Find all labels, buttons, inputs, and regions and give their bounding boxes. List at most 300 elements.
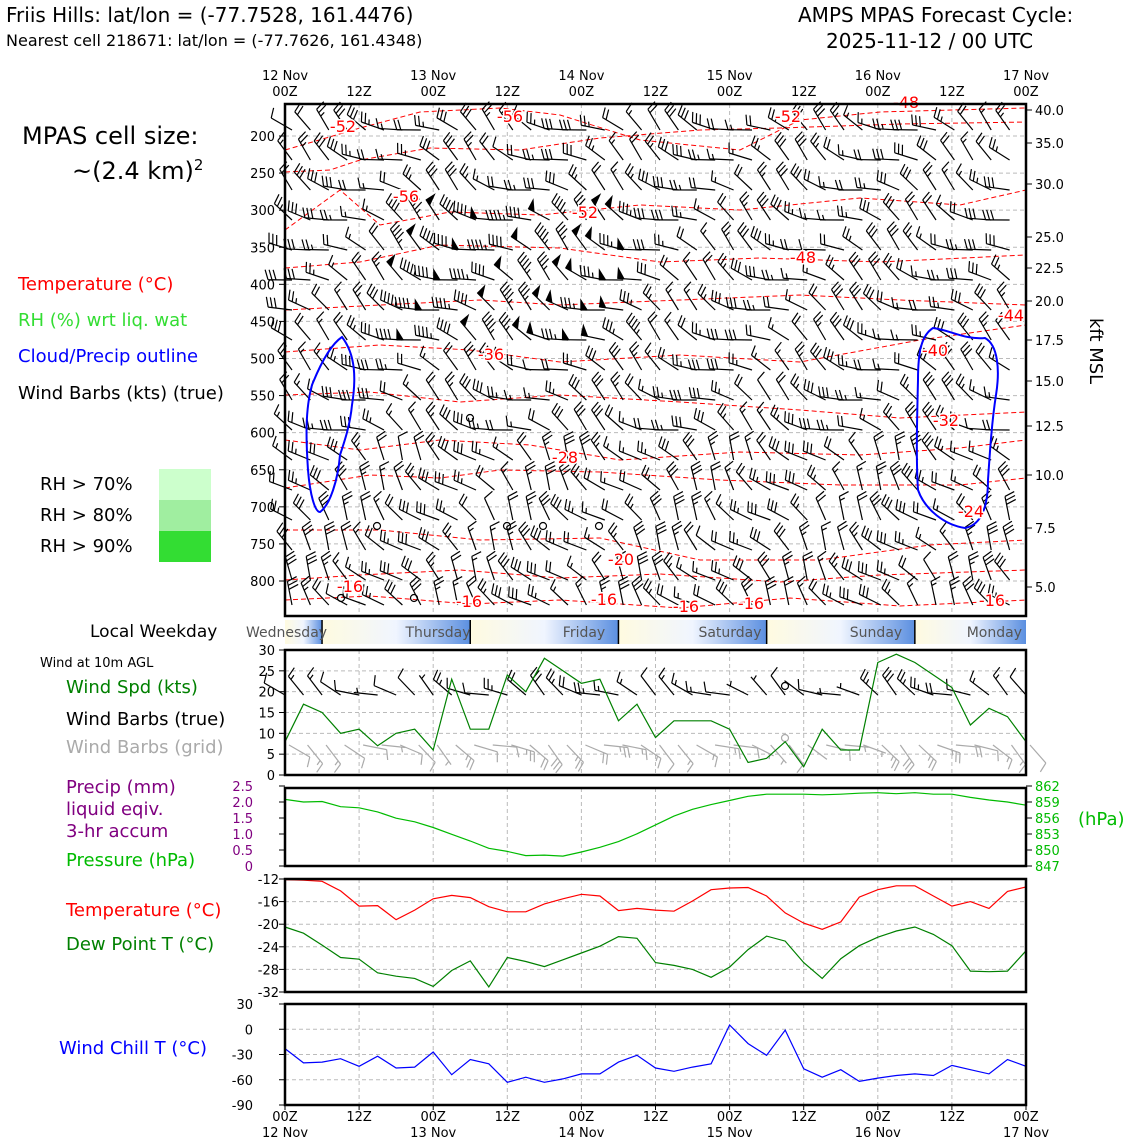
xsec-wind-barb-633	[877, 560, 899, 580]
grid-wind-barb-21	[678, 745, 693, 772]
xsec-wind-barb-654	[528, 584, 550, 605]
xsec-wind-barb-69	[811, 133, 826, 160]
xsec-wind-barb-612	[498, 552, 513, 580]
xsec-wind-barb-405	[363, 408, 384, 430]
xsec-wind-barb-1	[295, 103, 311, 130]
xsec-wind-barb-579	[634, 521, 645, 550]
xsec-wind-barb-129	[440, 194, 458, 220]
xsec-wind-barb-482	[310, 465, 329, 490]
xsec-wind-barb-262	[684, 282, 697, 310]
pressure-tick-label-4: 400	[250, 278, 275, 294]
xsec-wind-barb-299	[626, 313, 641, 340]
temperature-label-16: -16	[590, 590, 618, 609]
xsec-wind-barb-460	[638, 441, 660, 460]
xsec-wind-barb-404	[341, 416, 366, 430]
kft-tick-label-10: 7.5	[1035, 522, 1056, 537]
pressure-tick-label-8: 600	[250, 426, 275, 442]
xsec-wind-barb-232	[869, 252, 881, 280]
xsec-wind-barb-366	[380, 381, 402, 400]
xsec-wind-barb-559	[1005, 492, 1016, 520]
xsec-wind-barb-628	[803, 552, 813, 580]
xsec-wind-barb-261	[666, 282, 679, 310]
xsec-wind-barb-414	[529, 408, 550, 430]
xsec-wind-barb-531	[485, 491, 495, 520]
xsec-wind-barb-423	[694, 408, 715, 430]
bottom-hour-label-5: 12Z	[642, 1110, 669, 1125]
legend-wind-barbs-grid: Wind Barbs (grid)	[66, 737, 224, 758]
temperature-label-14: -16	[336, 577, 364, 596]
temperature-label-0: -52	[329, 117, 357, 136]
xsec-wind-barb-587	[774, 522, 789, 550]
top-hour-label-5: 12Z	[642, 85, 669, 100]
xsec-wind-barb-318	[979, 312, 991, 340]
xsec-wind-barb-638	[983, 551, 994, 580]
xsec-wind-barb-354	[895, 352, 918, 370]
xsec-wind-barb-572	[507, 521, 517, 550]
grid-wind-barb-19	[641, 745, 661, 768]
xsec-wind-barb-346	[751, 346, 770, 370]
temperature-label-11: -28	[551, 448, 579, 467]
grid-wind-barb-22	[697, 745, 718, 767]
temperature-label-3: -48	[892, 93, 920, 112]
xsec-wind-barb-310	[830, 312, 844, 340]
grid-wind-barb-8	[437, 745, 451, 765]
xsec-wind-barb-98	[611, 162, 623, 190]
xsec-wind-barb-570	[468, 521, 476, 550]
xsec-wind-barb-610	[472, 552, 481, 580]
xsec-wind-barb-403	[320, 420, 347, 430]
xsec-wind-barb-175	[556, 222, 568, 250]
xsec-wind-barb-506	[750, 468, 771, 490]
legend-rh70: RH > 70%	[40, 474, 133, 495]
xsec-wind-barb-454	[542, 431, 552, 460]
xsec-wind-barb-164	[346, 227, 366, 250]
xsec-wind-barb-581	[672, 521, 682, 550]
xsec-wind-barb-627	[783, 551, 793, 580]
xsec-wind-barb-448	[426, 432, 439, 460]
xsec-wind-barb-470	[824, 436, 844, 460]
true-wind-barb-31	[837, 683, 860, 695]
xsec-wind-barb-116	[942, 162, 954, 190]
xsec-wind-barb-326	[376, 359, 403, 370]
xsec-wind-barb-413	[506, 416, 531, 430]
xsec-wind-barb-345	[729, 352, 752, 370]
true-wind-barb-30	[817, 688, 841, 695]
temp-tick-label-2: -20	[257, 918, 279, 934]
xsec-wind-barb-542	[692, 491, 702, 520]
xsec-wind-barb-11	[482, 102, 494, 130]
precip-tick-label-2: 1.0	[232, 828, 253, 843]
kft-tick-label-11: 5.0	[1035, 581, 1056, 596]
legend-wind-spd: Wind Spd (kts)	[66, 677, 198, 698]
legend-precip: Precip (mm)	[66, 777, 176, 798]
xsec-wind-barb-138	[605, 197, 623, 220]
weekday-label-2: Friday	[562, 625, 606, 641]
xsec-wind-barb-537	[582, 501, 605, 520]
grid-wind-barb-9	[456, 745, 474, 770]
xsec-wind-barb-588	[799, 521, 809, 550]
xsec-wind-barb-375	[546, 380, 568, 400]
xsec-wind-barb-88	[426, 162, 439, 190]
top-date-label-6: 15 Nov	[706, 69, 753, 84]
xsec-wind-barb-153	[883, 193, 899, 220]
pressure-tick-label-11: 750	[250, 537, 275, 553]
bottom-hour-label-10: 00Z	[1013, 1110, 1039, 1125]
precip-tick-label-1: 0.5	[232, 844, 253, 859]
bottom-hour-label-1: 12Z	[346, 1110, 372, 1125]
xsec-wind-barb-306	[746, 324, 770, 340]
xsec-wind-barb-182	[677, 226, 697, 250]
top-hour-label-6: 00Z	[716, 85, 743, 100]
xsec-wind-barb-607	[402, 556, 421, 580]
xsec-wind-barb-471	[849, 432, 863, 460]
xsec-wind-barb-225	[731, 258, 752, 280]
xsec-wind-barb-529	[436, 499, 457, 520]
xsec-wind-barb-321	[298, 342, 310, 370]
xsec-wind-barb-636	[948, 551, 958, 580]
pressure-tick-label-6: 500	[250, 352, 275, 368]
xsec-wind-barb-95	[546, 171, 568, 190]
wind-tick-label-0: 0	[266, 769, 275, 784]
nearest-cell: Nearest cell 218671: lat/lon = (-77.7626, 161.4348)	[6, 31, 423, 50]
grid-wind-barb-2	[326, 745, 341, 773]
xsec-calm-4	[596, 523, 603, 530]
xsec-wind-barb-586	[750, 527, 770, 550]
bottom-hour-label-8: 00Z	[865, 1110, 891, 1125]
xsec-wind-barb-463	[708, 431, 718, 460]
temp-tick-label-1: -16	[257, 895, 279, 911]
xsec-wind-barb-22	[678, 105, 697, 130]
xsec-wind-barb-330	[464, 342, 476, 370]
xsec-wind-barb-192	[866, 222, 880, 250]
xsec-wind-barb-147	[771, 195, 789, 220]
weekday-label-5: Monday	[966, 625, 1022, 641]
xsec-wind-barb-102	[670, 180, 697, 190]
temperature-label-13: -20	[607, 550, 635, 569]
xsec-wind-barb-431	[838, 415, 863, 430]
xsec-wind-barb-230	[826, 255, 844, 280]
xsec-wind-barb-289	[437, 318, 458, 340]
xsec-wind-barb-465	[745, 431, 754, 460]
xsec-wind-barb-418	[605, 405, 623, 430]
temperature-label-18: -16	[737, 594, 765, 613]
xsec-wind-barb-382	[670, 390, 697, 400]
pressure-tick-label-0: 200	[250, 130, 275, 145]
true-wind-barb-10	[447, 678, 470, 695]
xsec-wind-barb-546	[748, 501, 771, 520]
wind-tick-label-3: 15	[258, 706, 275, 722]
top-hour-label-4: 00Z	[568, 85, 595, 100]
weekday-label-1: Thursday	[405, 625, 471, 641]
xsec-wind-barb-549	[816, 491, 826, 520]
true-wind-barb-15	[546, 669, 563, 695]
xsec-wind-barb-430	[817, 420, 844, 430]
top-hour-label-8: 00Z	[865, 85, 891, 100]
xsec-wind-barb-458	[604, 436, 624, 460]
true-wind-barb-26	[751, 675, 767, 695]
true-wind-barb-27	[771, 667, 785, 695]
xsec-wind-barb-600	[285, 551, 296, 580]
xsec-wind-barb-646	[385, 579, 403, 605]
xsec-wind-barb-281	[295, 313, 311, 340]
xsec-wind-barb-309	[814, 312, 826, 340]
cell-size-value: ~(2.4 km)$^2$	[72, 156, 204, 185]
xsec-wind-barb-412	[486, 420, 513, 430]
xsec-wind-barb-2	[317, 102, 329, 130]
xsec-wind-barb-97	[592, 162, 605, 190]
top-hour-label-3: 12Z	[494, 85, 521, 100]
true-wind-barb-7	[398, 669, 415, 695]
wind-tick-label-4: 20	[258, 685, 275, 701]
xsec-wind-barb-143	[694, 198, 715, 220]
pressure-right-tick-label-2: 853	[1035, 828, 1060, 843]
xsec-wind-barb-60	[645, 133, 660, 160]
xsec-wind-barb-38	[979, 102, 991, 130]
xsec-wind-barb-409	[440, 405, 458, 430]
xsec-wind-barb-35	[912, 114, 936, 130]
xsec-wind-barb-541	[674, 492, 685, 520]
temp-tick-label-3: -24	[257, 940, 279, 956]
xsec-wind-barb-278	[975, 284, 992, 310]
xsec-wind-barb-532	[508, 492, 518, 520]
xsec-calm-0	[467, 415, 474, 422]
xsec-wind-barb-154	[905, 192, 917, 220]
xsec-wind-barb-478	[969, 441, 991, 460]
xsec-wind-barb-198	[965, 239, 992, 250]
xsec-wind-barb-571	[490, 522, 499, 550]
xsec-wind-barb-525	[374, 491, 384, 520]
xsec-wind-barb-250	[454, 290, 476, 310]
legend-temperature: Temperature (°C)	[18, 274, 174, 295]
grid-wind-barb-38	[993, 745, 1012, 769]
true-wind-barb-1	[288, 668, 303, 695]
xsec-wind-barb-637	[969, 552, 979, 580]
xsec-wind-barb-145	[740, 192, 752, 220]
xsec-wind-barb-8	[415, 115, 440, 130]
weekday-label-4: Sunday	[849, 625, 903, 641]
xsec-wind-barb-625	[733, 556, 752, 580]
temperature-label-1: -56	[496, 107, 524, 126]
grid-wind-barb-33	[900, 745, 914, 773]
grid-wind-barb-32	[882, 745, 899, 771]
xsec-wind-barb-253	[518, 282, 531, 310]
xsec-wind-barb-406	[386, 403, 402, 430]
xsec-wind-barb-74	[895, 142, 918, 160]
xsec-wind-barb-457	[591, 432, 605, 460]
xsec-wind-barb-307	[768, 317, 788, 340]
bottom-date-label-10: 17 Nov	[1002, 1126, 1050, 1140]
xsec-wind-barb-609	[451, 551, 461, 580]
xsec-wind-barb-26	[746, 115, 770, 130]
xsec-wind-barb-144	[718, 193, 734, 220]
xsec-wind-barb-645	[362, 584, 384, 605]
grid-wind-barb-34	[919, 745, 936, 771]
legend-precip-liquid: liquid eqiv.	[66, 799, 164, 820]
bottom-hour-label-0: 00Z	[272, 1110, 298, 1125]
xsec-wind-barb-616	[567, 556, 586, 580]
xsec-wind-barb-516	[932, 471, 955, 490]
bottom-date-label-8: 16 Nov	[854, 1126, 901, 1140]
legend-temp2: Temperature (°C)	[66, 900, 222, 921]
xsec-wind-barb-282	[317, 312, 329, 340]
xsec-wind-barb-260	[643, 284, 660, 310]
xsec-wind-barb-479	[990, 436, 1010, 460]
bottom-hour-label-6: 00Z	[716, 1110, 743, 1125]
xsec-wind-barb-585	[730, 531, 752, 550]
xsec-wind-barb-212	[494, 257, 512, 280]
temp-tick-label-4: -28	[257, 963, 279, 979]
xsec-wind-barb-664	[716, 579, 733, 605]
xsec-wind-barb-186	[751, 226, 770, 250]
xsec-wind-barb-617	[592, 552, 605, 580]
xsec-wind-barb-619	[637, 552, 648, 580]
xsec-wind-barb-176	[572, 225, 586, 250]
true-wind-calm	[782, 683, 789, 690]
temperature-label-7: -44	[997, 306, 1025, 325]
temperature-label-17: -16	[672, 597, 700, 616]
xsec-wind-barb-469	[803, 441, 825, 460]
xsec-wind-barb-509	[807, 465, 825, 490]
temp-tick-label-0: -12	[257, 873, 279, 888]
pressure-right-tick-label-4: 859	[1035, 796, 1060, 811]
xsec-wind-barb-599	[1003, 521, 1014, 550]
xsec-wind-barb-168	[420, 226, 439, 250]
kft-tick-label-2: 30.0	[1035, 178, 1064, 193]
grid-wind-barb-12	[511, 745, 534, 762]
xsec-wind-barb-243	[335, 282, 348, 310]
xsec-wind-barb-221	[660, 255, 678, 280]
windchill-tick-label-4: -90	[231, 1099, 253, 1114]
xsec-wind-barb-277	[951, 289, 972, 310]
xsec-wind-barb-339	[630, 342, 642, 370]
kft-tick-label-3: 25.0	[1035, 231, 1064, 246]
xsec-wind-barb-447	[414, 431, 424, 460]
xsec-wind-barb-19	[626, 103, 641, 130]
xsec-wind-barb-385	[735, 374, 752, 400]
xsec-wind-barb-159	[983, 210, 1010, 220]
xsec-wind-barb-415	[552, 403, 568, 430]
xsec-wind-barb-292	[499, 312, 513, 340]
xsec-wind-barb-195	[916, 226, 936, 250]
xsec-wind-barb-271	[850, 282, 863, 310]
xsec-wind-barb-105	[734, 164, 752, 190]
xsec-wind-barb-635	[924, 552, 936, 580]
xsec-wind-barb-491	[476, 465, 494, 490]
xsec-wind-barb-111	[835, 180, 862, 190]
xsec-wind-barb-400	[274, 404, 292, 430]
precip-tick-label-5: 2.5	[232, 780, 253, 795]
temp-tick-label-5: -32	[257, 986, 279, 1001]
pressure-tick-label-10: 700	[250, 500, 275, 516]
xsec-wind-barb-561	[302, 521, 313, 550]
xsec-wind-barb-534	[539, 491, 550, 520]
cycle-time: 2025-11-12 / 00 UTC	[826, 29, 1034, 53]
xsec-wind-barb-590	[838, 521, 848, 550]
pressure-tick-label-7: 550	[250, 389, 275, 405]
xsec-wind-barb-166	[390, 222, 403, 250]
legend-wind-10m: Wind at 10m AGL	[40, 656, 154, 671]
grid-wind-barb-0	[289, 745, 310, 767]
pressure-tick-label-12: 800	[250, 575, 275, 590]
windchill-tick-label-2: -30	[231, 1048, 253, 1064]
xsec-wind-barb-464	[729, 432, 739, 460]
legend-cloud: Cloud/Precip outline	[18, 346, 199, 367]
xsec-wind-barb-248	[415, 300, 439, 310]
xsec-wind-barb-51	[480, 133, 495, 160]
temperature-contour-3	[285, 245, 1026, 268]
xsec-wind-barb-337	[586, 346, 605, 370]
xsec-wind-barb-591	[850, 522, 863, 550]
xsec-wind-barb-151	[838, 205, 863, 220]
xsec-wind-barb-46	[376, 149, 403, 160]
true-wind-barb-39	[993, 667, 1007, 695]
xsec-wind-barb-223	[703, 252, 715, 280]
xsec-wind-barb-576	[564, 531, 586, 550]
xsec-wind-barb-222	[683, 252, 696, 280]
temperature-label-6: -48	[789, 248, 817, 267]
pressure-tick-label-1: 250	[250, 167, 275, 183]
xsec-wind-barb-589	[821, 522, 830, 550]
pressure-right-tick-label-0: 847	[1035, 860, 1060, 875]
kft-tick-label-9: 10.0	[1035, 469, 1064, 484]
xsec-wind-barb-207	[400, 258, 421, 280]
xsec-wind-barb-502	[691, 461, 702, 490]
xsec-wind-barb-132	[486, 210, 513, 220]
legend-dewpoint: Dew Point T (°C)	[66, 934, 215, 955]
xsec-wind-barb-268	[786, 289, 808, 310]
legend-rh80: RH > 80%	[40, 505, 133, 526]
grid-wind-barb-13	[530, 745, 548, 770]
xsec-wind-barb-239	[992, 255, 1010, 280]
xsec-wind-barb-167	[407, 225, 421, 250]
grid-wind-barb-23	[715, 745, 740, 759]
grid-wind-barb-20	[660, 745, 675, 773]
xsec-wind-barb-184	[722, 222, 734, 250]
xsec-wind-barb-408	[426, 402, 439, 430]
xsec-wind-barb-20	[648, 102, 660, 130]
xsec-wind-barb-475	[922, 432, 936, 460]
grid-wind-barb-35	[937, 745, 960, 763]
xsec-wind-barb-327	[398, 353, 421, 370]
xsec-wind-barb-52	[493, 137, 513, 160]
xsec-wind-barb-490	[454, 470, 476, 490]
weekday-label-3: Saturday	[698, 625, 762, 641]
kft-tick-label-7: 15.0	[1035, 375, 1064, 390]
grid-wind-barb-25	[752, 745, 773, 759]
xsec-wind-barb-500	[642, 465, 660, 490]
grid-wind-barb-6	[400, 745, 422, 765]
bottom-hour-label-4: 00Z	[568, 1110, 595, 1125]
top-date-label-2: 13 Nov	[410, 69, 457, 84]
xsec-wind-barb-551	[857, 491, 867, 520]
bottom-date-label-4: 14 Nov	[558, 1126, 605, 1140]
xsec-wind-barb-556	[933, 498, 954, 520]
wind-tick-label-2: 10	[258, 727, 275, 743]
legend-rh: RH (%) wrt liq. wat	[18, 310, 188, 331]
top-hour-label-0: 00Z	[272, 85, 298, 100]
true-wind-barb-20	[641, 667, 656, 695]
xsec-wind-barb-573	[519, 522, 532, 550]
xsec-wind-barb-624	[712, 560, 734, 580]
precip-tick-label-4: 2.0	[232, 796, 253, 811]
grid-wind-barb-39	[1011, 745, 1025, 773]
kft-tick-label-4: 22.5	[1035, 262, 1064, 277]
kft-tick-label-8: 12.5	[1035, 420, 1064, 435]
xsec-wind-barb-220	[637, 261, 660, 280]
xsec-wind-barb-503	[711, 462, 721, 490]
xsec-wind-barb-473	[895, 432, 905, 460]
xsec-wind-barb-70	[824, 137, 844, 160]
